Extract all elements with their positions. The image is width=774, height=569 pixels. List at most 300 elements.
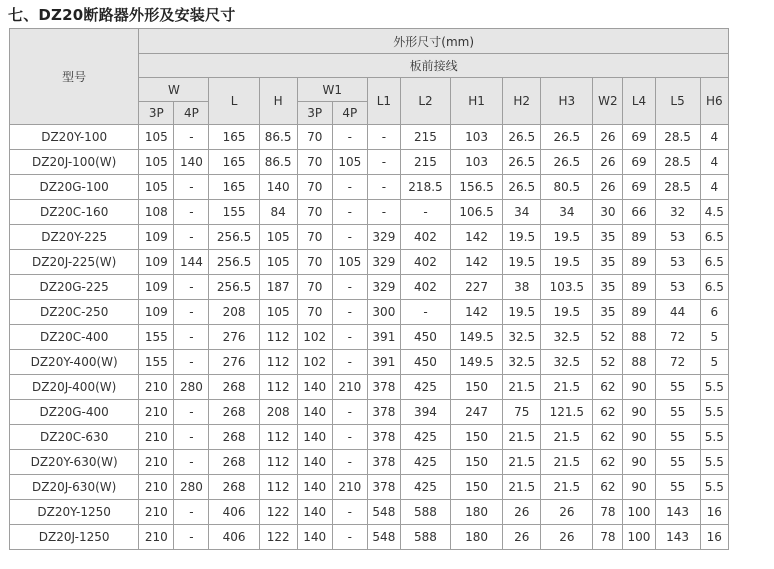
table-row [10,400,729,425]
cell-l: 256.5 [209,225,259,250]
cell-l: 268 [209,425,259,450]
cell-l4: 88 [623,325,655,350]
cell-l4: 88 [623,350,655,375]
col-subheader-w1-3p: 3P [297,102,332,125]
cell-model: DZ20J-630(W) [10,475,139,500]
col-header-h2: H2 [503,78,541,125]
cell-w2: 35 [593,275,623,300]
cell-w-3p: 155 [139,325,174,350]
cell-model: DZ20Y-630(W) [10,450,139,475]
cell-w2: 62 [593,475,623,500]
cell-w-3p: 109 [139,225,174,250]
cell-w-4p: - [174,325,209,350]
cell-w2: 30 [593,200,623,225]
cell-h: 105 [259,250,297,275]
table-row [10,125,729,150]
cell-w-3p: 108 [139,200,174,225]
cell-w1-3p: 70 [297,225,332,250]
col-header-h6: H6 [700,78,728,125]
cell-l5: 53 [655,275,700,300]
cell-l4: 66 [623,200,655,225]
cell-model: DZ20J-400(W) [10,375,139,400]
table-row [10,300,729,325]
cell-w1-3p: 70 [297,250,332,275]
cell-w1-4p: - [332,500,367,525]
cell-h: 112 [259,450,297,475]
cell-model: DZ20Y-100 [10,125,139,150]
cell-h3: 26 [541,500,593,525]
cell-w1-3p: 140 [297,375,332,400]
cell-h1: 180 [451,525,503,550]
cell-model: DZ20G-400 [10,400,139,425]
cell-l4: 69 [623,175,655,200]
cell-h3: 121.5 [541,400,593,425]
cell-l1: 391 [367,350,400,375]
cell-l2: 215 [400,125,450,150]
cell-l5: 44 [655,300,700,325]
cell-h1: 150 [451,450,503,475]
cell-w2: 78 [593,500,623,525]
cell-w1-3p: 140 [297,450,332,475]
cell-l: 268 [209,450,259,475]
dimensions-table [9,28,729,550]
cell-w2: 62 [593,425,623,450]
cell-h3: 21.5 [541,450,593,475]
cell-h6: 5.5 [700,475,728,500]
cell-l5: 72 [655,325,700,350]
cell-h: 86.5 [259,125,297,150]
cell-w1-3p: 140 [297,525,332,550]
cell-model: DZ20G-225 [10,275,139,300]
cell-w-4p: 144 [174,250,209,275]
cell-l1: 378 [367,375,400,400]
cell-w-3p: 210 [139,500,174,525]
cell-w-3p: 210 [139,400,174,425]
cell-l1: 300 [367,300,400,325]
cell-l1: - [367,175,400,200]
cell-w1-4p: - [332,400,367,425]
cell-h3: 19.5 [541,250,593,275]
col-header-w1: W1 [297,78,367,102]
cell-w2: 35 [593,250,623,275]
col-header-h1: H1 [451,78,503,125]
col-header-l: L [209,78,259,125]
cell-model: DZ20J-1250 [10,525,139,550]
cell-h6: 4 [700,175,728,200]
cell-h6: 5.5 [700,400,728,425]
cell-h2: 34 [503,200,541,225]
cell-h3: 19.5 [541,300,593,325]
cell-l: 268 [209,375,259,400]
cell-l2: 425 [400,375,450,400]
cell-l1: - [367,200,400,225]
cell-w2: 52 [593,350,623,375]
cell-h1: 103 [451,125,503,150]
cell-l4: 100 [623,525,655,550]
cell-h2: 21.5 [503,450,541,475]
cell-l4: 69 [623,125,655,150]
cell-h2: 38 [503,275,541,300]
cell-model: DZ20C-160 [10,200,139,225]
cell-h6: 5 [700,325,728,350]
cell-w2: 62 [593,400,623,425]
cell-l4: 90 [623,375,655,400]
cell-l: 155 [209,200,259,225]
cell-l: 268 [209,400,259,425]
cell-l4: 69 [623,150,655,175]
cell-l4: 89 [623,275,655,300]
cell-w-4p: - [174,225,209,250]
cell-l: 276 [209,325,259,350]
cell-l2: 218.5 [400,175,450,200]
cell-w1-3p: 102 [297,350,332,375]
cell-l5: 55 [655,450,700,475]
cell-l: 165 [209,175,259,200]
cell-w-4p: - [174,175,209,200]
cell-l4: 90 [623,450,655,475]
cell-h1: 142 [451,250,503,275]
cell-h6: 4.5 [700,200,728,225]
cell-l5: 55 [655,400,700,425]
cell-w-4p: 140 [174,150,209,175]
cell-w1-4p: - [332,125,367,150]
cell-h1: 150 [451,375,503,400]
cell-h3: 19.5 [541,225,593,250]
cell-w1-3p: 140 [297,475,332,500]
cell-w-3p: 210 [139,475,174,500]
cell-w2: 78 [593,525,623,550]
cell-w-4p: - [174,400,209,425]
cell-l4: 89 [623,250,655,275]
cell-l1: 378 [367,475,400,500]
cell-l5: 28.5 [655,150,700,175]
cell-h: 208 [259,400,297,425]
cell-l2: - [400,200,450,225]
cell-w-3p: 105 [139,175,174,200]
cell-h: 112 [259,325,297,350]
group-header: 外形尺寸(mm) [139,29,729,54]
cell-l5: 32 [655,200,700,225]
cell-l1: - [367,125,400,150]
cell-w-4p: - [174,525,209,550]
cell-w1-4p: - [332,450,367,475]
cell-h6: 5.5 [700,425,728,450]
cell-w-4p: - [174,450,209,475]
cell-h2: 26.5 [503,150,541,175]
cell-w1-4p: - [332,525,367,550]
cell-l5: 28.5 [655,175,700,200]
cell-h2: 32.5 [503,325,541,350]
cell-h6: 6.5 [700,275,728,300]
cell-l5: 55 [655,375,700,400]
cell-l1: 329 [367,225,400,250]
cell-l2: - [400,300,450,325]
cell-w-4p: - [174,500,209,525]
cell-h1: 149.5 [451,350,503,375]
cell-model: DZ20C-630 [10,425,139,450]
cell-h3: 21.5 [541,425,593,450]
cell-h2: 19.5 [503,225,541,250]
col-header-w2: W2 [593,78,623,125]
cell-w-4p: 280 [174,475,209,500]
cell-l4: 89 [623,300,655,325]
cell-h: 140 [259,175,297,200]
cell-l2: 425 [400,475,450,500]
col-subheader-w-4p: 4P [174,102,209,125]
table-row [10,525,729,550]
cell-l5: 72 [655,350,700,375]
cell-l5: 55 [655,475,700,500]
cell-w1-4p: - [332,175,367,200]
page-title: 七、DZ20断路器外形及安装尺寸 [8,6,236,24]
cell-w-4p: - [174,350,209,375]
cell-w-4p: - [174,425,209,450]
cell-h1: 180 [451,500,503,525]
cell-h: 112 [259,475,297,500]
col-subheader-w1-4p: 4P [332,102,367,125]
cell-w2: 62 [593,375,623,400]
cell-h6: 5 [700,350,728,375]
cell-model: DZ20Y-400(W) [10,350,139,375]
cell-l: 268 [209,475,259,500]
table-row [10,200,729,225]
cell-l2: 588 [400,500,450,525]
cell-h3: 26.5 [541,125,593,150]
cell-l2: 402 [400,250,450,275]
cell-h: 112 [259,350,297,375]
col-subheader-w-3p: 3P [139,102,174,125]
cell-h2: 26 [503,500,541,525]
table-row [10,250,729,275]
cell-l2: 450 [400,350,450,375]
cell-w-4p: - [174,300,209,325]
table-row [10,375,729,400]
cell-h: 112 [259,425,297,450]
cell-l: 165 [209,125,259,150]
cell-w1-3p: 140 [297,500,332,525]
cell-w1-4p: - [332,425,367,450]
cell-l4: 89 [623,225,655,250]
cell-h2: 26.5 [503,175,541,200]
cell-w1-3p: 102 [297,325,332,350]
cell-l1: - [367,150,400,175]
cell-h: 105 [259,225,297,250]
cell-h2: 75 [503,400,541,425]
cell-l2: 588 [400,525,450,550]
table-body [10,125,729,550]
cell-w1-4p: - [332,300,367,325]
cell-h: 122 [259,500,297,525]
cell-w-3p: 105 [139,150,174,175]
table-row [10,350,729,375]
cell-h2: 19.5 [503,300,541,325]
cell-h1: 142 [451,225,503,250]
cell-l4: 100 [623,500,655,525]
cell-h: 112 [259,375,297,400]
cell-l: 165 [209,150,259,175]
cell-h6: 5.5 [700,450,728,475]
cell-h6: 6 [700,300,728,325]
cell-l2: 402 [400,275,450,300]
col-header-l4: L4 [623,78,655,125]
cell-w-4p: - [174,125,209,150]
cell-h3: 32.5 [541,350,593,375]
cell-h: 122 [259,525,297,550]
cell-h1: 142 [451,300,503,325]
cell-l5: 53 [655,250,700,275]
table-row [10,175,729,200]
cell-h3: 34 [541,200,593,225]
cell-w-3p: 109 [139,300,174,325]
cell-h6: 4 [700,125,728,150]
subgroup-header: 板前接线 [139,54,729,78]
cell-h6: 4 [700,150,728,175]
cell-w2: 26 [593,150,623,175]
table-row [10,475,729,500]
cell-h2: 21.5 [503,425,541,450]
cell-w1-3p: 140 [297,425,332,450]
cell-h2: 19.5 [503,250,541,275]
cell-l5: 53 [655,225,700,250]
cell-model: DZ20J-225(W) [10,250,139,275]
cell-l2: 425 [400,425,450,450]
cell-l1: 378 [367,400,400,425]
cell-w2: 26 [593,175,623,200]
cell-h6: 6.5 [700,225,728,250]
cell-l2: 425 [400,450,450,475]
cell-h3: 21.5 [541,375,593,400]
cell-w-3p: 210 [139,525,174,550]
cell-h: 84 [259,200,297,225]
cell-w1-4p: 210 [332,475,367,500]
cell-l4: 90 [623,425,655,450]
cell-w1-4p: 210 [332,375,367,400]
cell-model: DZ20Y-225 [10,225,139,250]
cell-l4: 90 [623,400,655,425]
cell-w2: 52 [593,325,623,350]
cell-l5: 143 [655,500,700,525]
cell-h3: 32.5 [541,325,593,350]
cell-l1: 329 [367,250,400,275]
cell-l2: 450 [400,325,450,350]
cell-l: 256.5 [209,250,259,275]
cell-w1-3p: 70 [297,300,332,325]
table-row [10,325,729,350]
cell-l5: 55 [655,425,700,450]
cell-h6: 16 [700,500,728,525]
table-row [10,225,729,250]
cell-h2: 26.5 [503,125,541,150]
cell-h1: 227 [451,275,503,300]
cell-l1: 378 [367,450,400,475]
col-header-h3: H3 [541,78,593,125]
cell-l: 276 [209,350,259,375]
cell-h2: 26 [503,525,541,550]
cell-model: DZ20Y-1250 [10,500,139,525]
cell-l5: 143 [655,525,700,550]
cell-h2: 32.5 [503,350,541,375]
model-header: 型号 [10,29,139,125]
cell-w1-3p: 70 [297,275,332,300]
col-header-l5: L5 [655,78,700,125]
cell-h: 86.5 [259,150,297,175]
cell-l1: 548 [367,500,400,525]
cell-l1: 391 [367,325,400,350]
cell-w1-3p: 70 [297,200,332,225]
cell-h2: 21.5 [503,375,541,400]
cell-h: 105 [259,300,297,325]
cell-model: DZ20C-400 [10,325,139,350]
cell-h1: 247 [451,400,503,425]
cell-h1: 149.5 [451,325,503,350]
cell-h1: 156.5 [451,175,503,200]
cell-w1-4p: - [332,275,367,300]
cell-w-4p: - [174,275,209,300]
table-row [10,450,729,475]
cell-l1: 329 [367,275,400,300]
cell-w2: 62 [593,450,623,475]
table-row [10,425,729,450]
cell-h6: 6.5 [700,250,728,275]
cell-w-4p: - [174,200,209,225]
cell-w1-3p: 70 [297,175,332,200]
cell-w1-3p: 70 [297,150,332,175]
cell-h1: 150 [451,475,503,500]
col-header-l2: L2 [400,78,450,125]
cell-h: 187 [259,275,297,300]
cell-model: DZ20J-100(W) [10,150,139,175]
cell-l2: 394 [400,400,450,425]
cell-w1-3p: 70 [297,125,332,150]
cell-w-3p: 210 [139,425,174,450]
cell-w-3p: 155 [139,350,174,375]
cell-l: 208 [209,300,259,325]
cell-h2: 21.5 [503,475,541,500]
cell-w-3p: 109 [139,250,174,275]
cell-l2: 402 [400,225,450,250]
cell-w2: 35 [593,300,623,325]
cell-l1: 548 [367,525,400,550]
cell-l: 256.5 [209,275,259,300]
cell-w1-4p: - [332,325,367,350]
table-row [10,150,729,175]
cell-l5: 28.5 [655,125,700,150]
col-header-w: W [139,78,209,102]
cell-w-3p: 210 [139,450,174,475]
cell-h3: 21.5 [541,475,593,500]
cell-w2: 26 [593,125,623,150]
cell-w1-4p: - [332,225,367,250]
cell-w2: 35 [593,225,623,250]
cell-w1-4p: 105 [332,150,367,175]
cell-h1: 103 [451,150,503,175]
cell-w1-4p: 105 [332,250,367,275]
cell-model: DZ20C-250 [10,300,139,325]
cell-h3: 26.5 [541,150,593,175]
cell-h1: 150 [451,425,503,450]
cell-l: 406 [209,525,259,550]
cell-w-3p: 105 [139,125,174,150]
cell-h6: 16 [700,525,728,550]
col-header-l1: L1 [367,78,400,125]
cell-w1-4p: - [332,200,367,225]
cell-l4: 90 [623,475,655,500]
cell-w-3p: 210 [139,375,174,400]
cell-w1-4p: - [332,350,367,375]
cell-l1: 378 [367,425,400,450]
table-row [10,275,729,300]
cell-h3: 26 [541,525,593,550]
